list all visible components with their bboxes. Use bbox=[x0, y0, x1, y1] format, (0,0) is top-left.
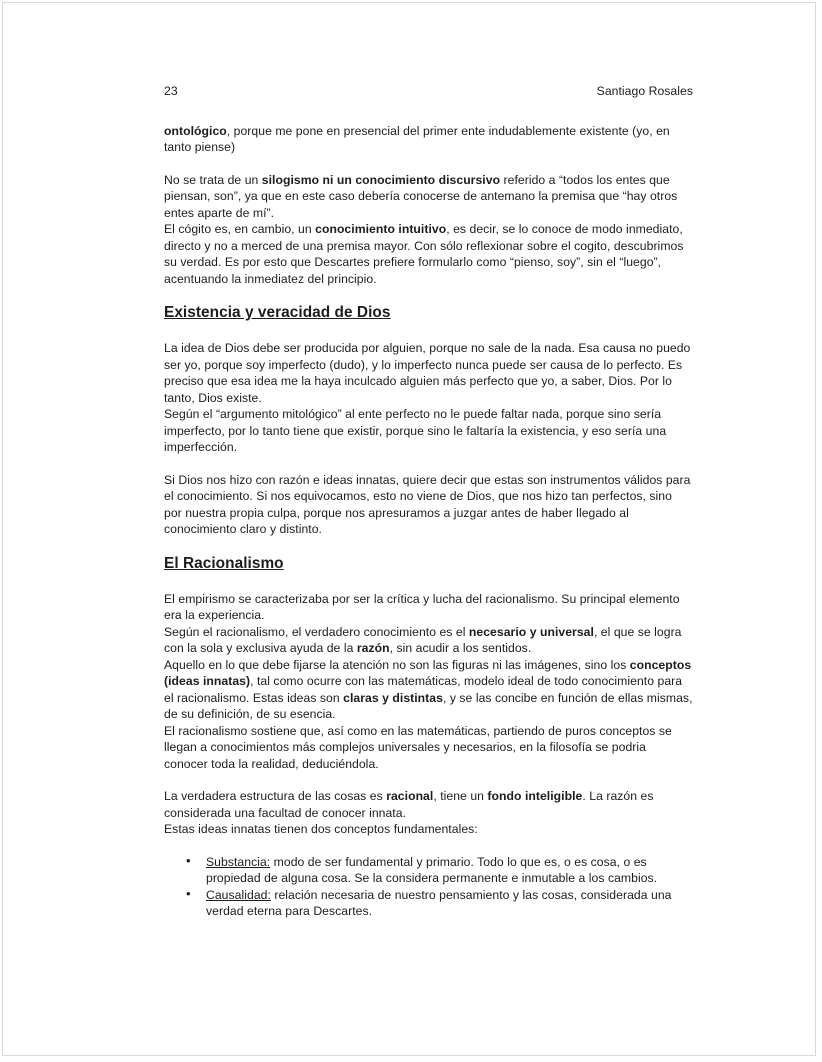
text-run: Si Dios nos hizo con razón e ideas innatas, quiere decir que estas son instrumentos válidos para el conocimiento. Si nos equivocamos, esto no viene de Dios, que nos hizo tan perfectos, sino por nuestra propia culpa, porque nos apresuramos a juzgar antes de haber llegado al conocimiento claro y distinto. bbox=[164, 472, 691, 536]
bold-run: razón bbox=[356, 641, 390, 655]
text-run: El cógito es, en cambio, un bbox=[164, 222, 316, 236]
bold-run: conceptos (ideas innatas) bbox=[164, 657, 692, 688]
paragraph bbox=[164, 591, 693, 773]
text-run: , sin acudir a los sentidos. bbox=[389, 641, 532, 655]
paragraph bbox=[164, 340, 693, 456]
text-run: , porque me pone en presencial del primer ente indudablemente existente (yo, en tanto piense) bbox=[164, 123, 670, 154]
paragraph bbox=[164, 172, 693, 288]
text-run: El empirismo se caracterizaba por ser la crítica y lucha del racionalismo. Su principal elemento era la experiencia. bbox=[164, 591, 680, 622]
paragraph bbox=[164, 123, 693, 156]
text-run: , tiene un bbox=[433, 789, 488, 803]
document-body bbox=[164, 123, 693, 920]
text-run: Estas ideas innatas tienen dos conceptos fundamentales: bbox=[164, 822, 478, 836]
bold-run: ontológico bbox=[164, 123, 227, 138]
bullet-marker: • bbox=[186, 885, 191, 901]
bullet-list bbox=[164, 854, 693, 920]
bold-run: necesario y universal bbox=[468, 624, 594, 639]
text-run: , y se las concibe en función de ellas mismas, de su definición, de su esencia. bbox=[164, 690, 693, 721]
underline-run: Causalidad: bbox=[206, 887, 271, 902]
bold-run: racional bbox=[386, 789, 434, 803]
bold-run: fondo inteligible bbox=[487, 789, 583, 803]
bullet-item bbox=[164, 854, 693, 887]
bold-run: claras y distintas bbox=[343, 690, 443, 705]
document-page bbox=[2, 2, 816, 1056]
page-content bbox=[164, 83, 693, 936]
text-run: El racionalismo sostiene que, así como en las matemáticas, partiendo de puros conceptos se llegan a conocimientos más complejos universales y necesarios, en la filosofía se podria conocer toda la realidad, deduciéndola. bbox=[164, 723, 672, 771]
page-header bbox=[164, 83, 693, 100]
bold-run: silogismo ni un conocimiento discursivo bbox=[261, 172, 501, 187]
text-run: La verdadera estructura de las cosas es bbox=[164, 789, 387, 803]
text-run: modo de ser fundamental y primario. Todo lo que es, o es cosa, o es propiedad de alguna cosa. Se la considera permanente e inmutable a los cambios. bbox=[206, 854, 658, 885]
text-run: , es decir, se lo conoce de modo inmediato, directo y no a merced de una premisa mayor. Con sólo reflexionar sobre el cogito, descubrimos su verdad. Es por esto que Descartes prefiere formularlo como “pienso, soy”, sin el “luego”, acentuando la inmediatez del principio. bbox=[164, 222, 684, 286]
text-run: Aquello en lo que debe fijarse la atención no son las figuras ni las imágenes, sino los bbox=[164, 657, 630, 672]
section-heading: El Racionalismo bbox=[164, 554, 284, 572]
text-run: , tal como ocurre con las matemáticas, modelo ideal de todo conocimiento para el racionalismo. Estas ideas son bbox=[164, 674, 683, 705]
text-run: , el que se logra con la sola y exclusiva ayuda de la bbox=[164, 624, 682, 655]
text-run: No se trata de un bbox=[164, 172, 262, 187]
page-number: 23 bbox=[164, 84, 178, 98]
section-heading: Existencia y veracidad de Dios bbox=[164, 304, 391, 321]
text-run: relación necesaria de nuestro pensamiento y las cosas, considerada una verdad eterna para Descartes. bbox=[206, 887, 672, 918]
text-run: referido a “todos los entes que piensan, son”, ya que en este caso debería conocerse de antemano la premisa que “hay otros entes aparte de mí”. bbox=[164, 172, 678, 220]
paragraph bbox=[164, 472, 693, 538]
bullet-item bbox=[164, 887, 693, 920]
text-run: Según el racionalismo, el verdadero conocimiento es el bbox=[164, 624, 469, 639]
paragraph bbox=[164, 788, 693, 838]
bullet-marker: • bbox=[186, 852, 191, 868]
bold-run: conocimiento intuitivo bbox=[315, 222, 447, 236]
text-run: . La razón es considerada una facultad de conocer innata. bbox=[164, 789, 654, 820]
underline-run: Substancia: bbox=[206, 854, 271, 869]
text-run: Según el “argumento mitológico” al ente perfecto no le puede faltar nada, porque sino sería imperfecto, por lo tanto tiene que existir, porque sino le faltaría la existencia, y eso sería una imperfección. bbox=[164, 407, 667, 454]
author-name: Santiago Rosales bbox=[596, 84, 693, 98]
text-run: La idea de Dios debe ser producida por alguien, porque no sale de la nada. Esa causa no puedo ser yo, porque soy imperfecto (dudo), y lo imperfecto nunca puede ser causa de lo perfecto. Es preciso que esa idea me la haya inculcado alguien más perfecto que yo, a saber, Dios. Por lo tanto, Dios existe. bbox=[164, 341, 691, 405]
